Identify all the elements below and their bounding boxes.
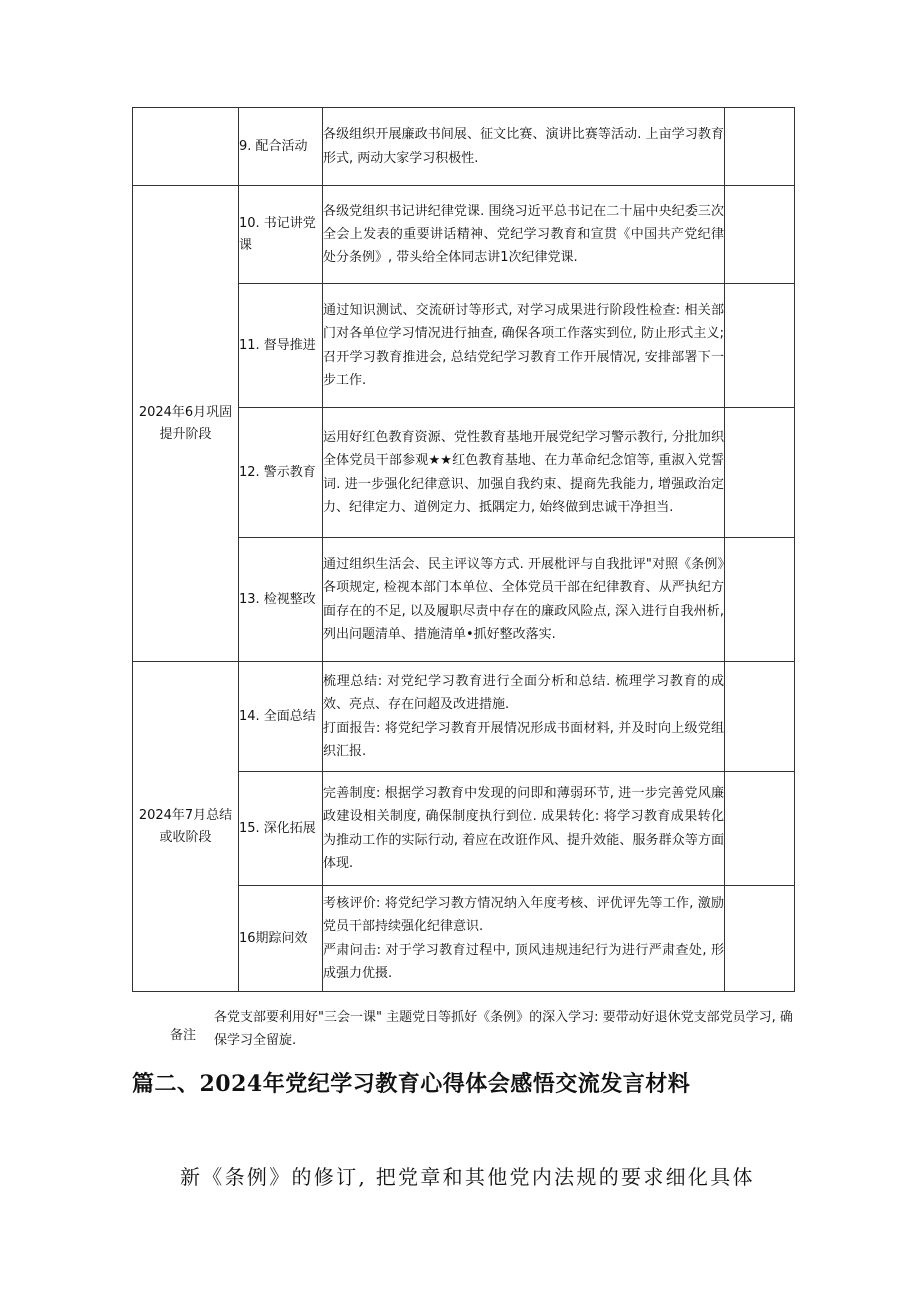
item-cell: 15. 深化拓展	[239, 772, 323, 886]
table-row	[133, 662, 795, 772]
content-cell: 完善制度: 根据学习教育中发现的问即和薄弱环节, 进一步完善党风廉政建设相关制度, 确保制度执行到位. 成果转化: 将学习教育成果转化为推动工作的实际行动, 着应在改诳作风、提升效能、服务群众等方面体现.	[323, 772, 725, 886]
note-text: 各党支部要利用好"三会一课" 主题党日等抓好《条例》的深入学习: 要带动好退休党支部党员学习, 确保学习全留旋.	[214, 1010, 793, 1048]
content-cell: 通过组织生活会、民主评议等方式. 开展枇评与自我批评"对照《条例》各项规定, 检视本部门本单位、全体党员干部在纪律教育、从严执纪方面存在的不足, 以及履职尽责中存在的廉政风险点, 深入进行自我州析, 列出问题清单、措施清单•抓好整改落实.	[323, 538, 725, 662]
remark-cell	[725, 408, 795, 538]
item-cell: 10. 书记讲党课	[239, 186, 323, 284]
content-cell: 通过知识测试、交流研讨等形式, 对学习成果进行阶段性检查: 相关部门对各单位学习情况进行抽查, 确保各项工作落实到位, 防止形式主义; 召开学习教育推进会, 总结党纪学习教育工作开展情况, 安排部署下一步工作.	[323, 284, 725, 408]
phase-cell	[133, 108, 239, 186]
item-cell: 16期踪问效	[239, 886, 323, 992]
remark-cell	[725, 662, 795, 772]
phase-cell: 2024年6月巩固提升阶段	[133, 186, 239, 662]
content-cell: 运用好红色教育资源、党性教育基地开展党纪学习警示教行, 分批加织全体党员干部参观★★红色教育基地、在力革命纪念馆等, 重淑入党誓词. 进一步强化纪律意识、加强自我约束、提商先我能力, 增强政治定力、纪律定力、道例定力、抵隅定力, 始终做到忠诚干净担当.	[323, 408, 725, 538]
item-cell: 9. 配合活动	[239, 108, 323, 186]
work-plan-table	[132, 107, 795, 992]
remark-cell	[725, 772, 795, 886]
body-paragraph: 新《条例》的修订, 把党章和其他党内法规的要求细化具体	[180, 1165, 755, 1189]
content-cell: 考核评价: 将党纪学习教方情况纳入年度考核、评优评先等工作, 激励党员干部持续强化纪律意识. 严肃问击: 对于学习教育过程中, 顶风违规违纪行为进行严肃查处, 形成强力优摄.	[323, 886, 725, 992]
section-heading: 篇二、2024年党纪学习教育心得体会感悟交流发言材料	[132, 1071, 691, 1097]
item-cell: 13. 检视整改	[239, 538, 323, 662]
remark-cell	[725, 538, 795, 662]
remark-cell	[725, 284, 795, 408]
content-cell: 梳理总结: 对党纪学习教育进行全面分析和总结. 梳理学习教育的成效、亮点、存在问超及改进措施. 打面报告: 将党纪学习教育开展情况形成书面材料, 并及时向上级党组织汇报.	[323, 662, 725, 772]
remark-cell	[725, 886, 795, 992]
table-row	[133, 108, 795, 186]
remark-cell	[725, 186, 795, 284]
phase-cell: 2024年7月总结或收阶段	[133, 662, 239, 992]
item-cell: 11. 督导推进	[239, 284, 323, 408]
remark-cell	[725, 108, 795, 186]
content-cell: 各级组织开展廉政书间展、征文比赛、演讲比赛等活动. 上亩学习教育形式, 两动大家学习积极性.	[323, 108, 725, 186]
content-cell: 各级党组织书记讲纪律党课. 围绕习近平总书记在二十届中央纪委三次全会上发表的重要讲话精神、党纪学习教育和宣贯《中国共产党纪律处分条例》, 带头给全体同志讲1次纪律党课.	[323, 186, 725, 284]
table-row	[133, 186, 795, 284]
note-label: 备注	[170, 1028, 197, 1043]
item-cell: 12. 警示教育	[239, 408, 323, 538]
item-cell: 14. 全面总结	[239, 662, 323, 772]
